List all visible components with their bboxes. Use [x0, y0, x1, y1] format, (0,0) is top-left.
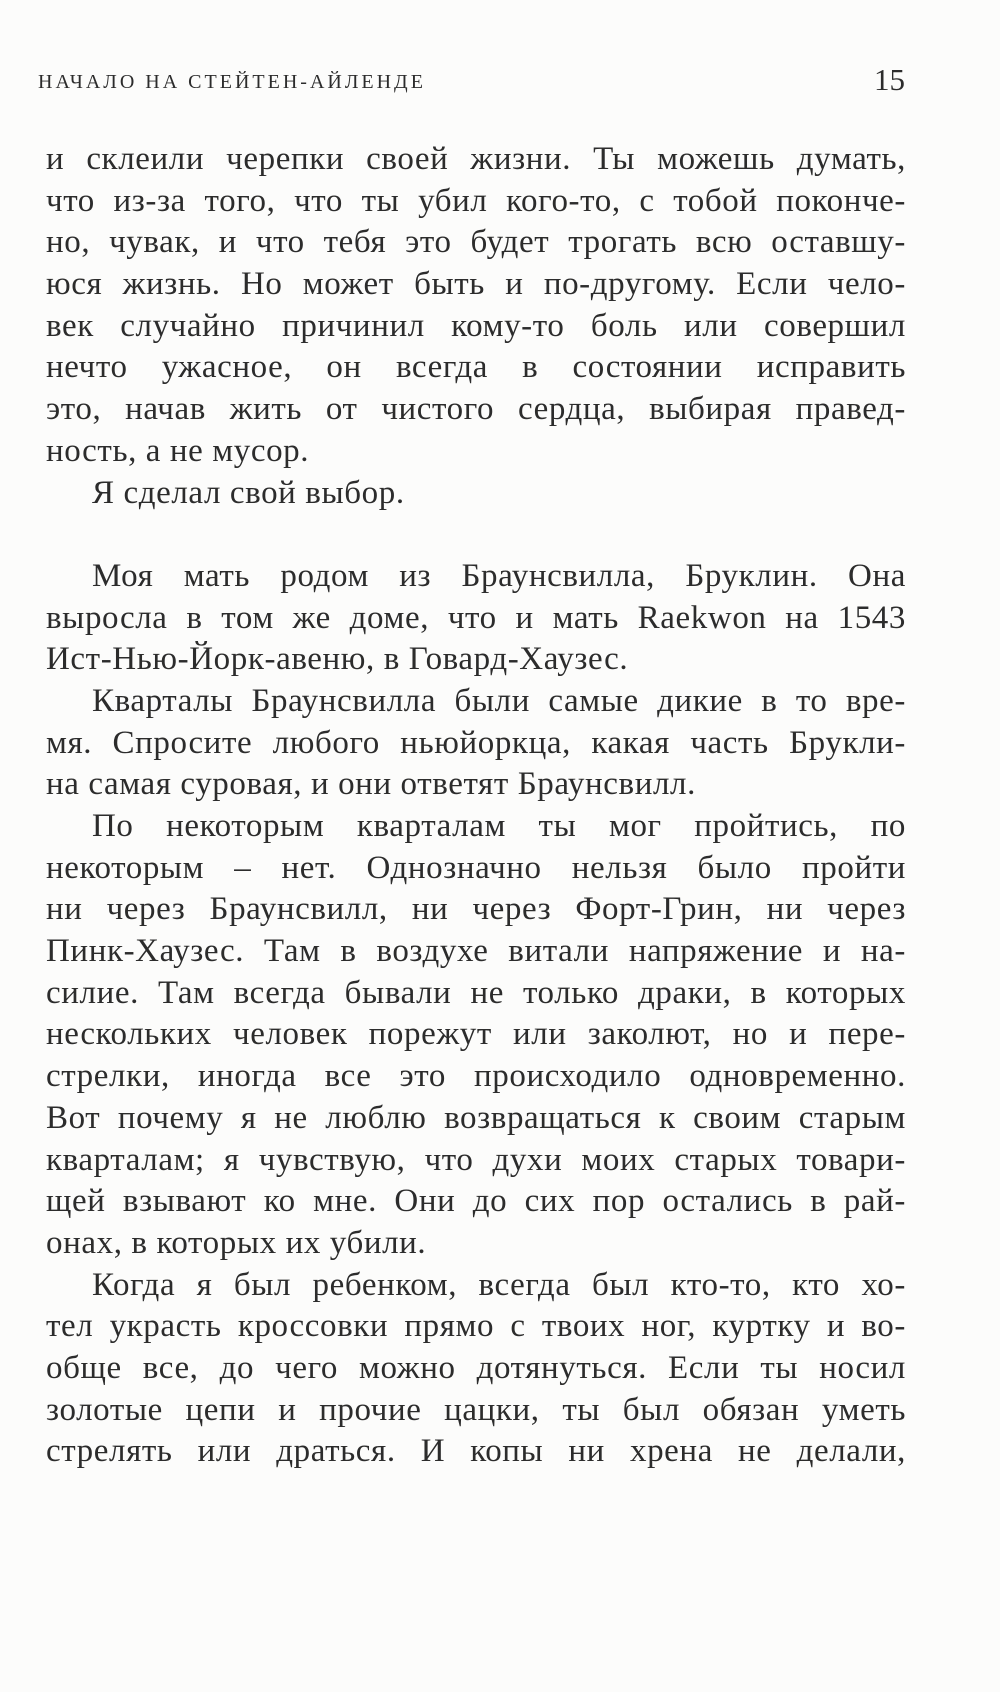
- text-line: онах, в которых их убили.: [46, 1224, 427, 1261]
- text-line: Ист-Нью-Йорк-авеню, в Говард-Хаузес.: [46, 641, 629, 678]
- paragraph: [46, 806, 906, 1265]
- text-line: и склеили черепки своей жизни. Ты можешь думать,: [46, 141, 906, 177]
- text-line: стрелять или драться. И копы ни хрена не делали,: [46, 1433, 906, 1470]
- text-line: золотые цепи и прочие цацки, ты был обязан уметь: [46, 1391, 906, 1428]
- text-section: [46, 139, 906, 514]
- text-line: некоторым – нет. Однозначно нельзя было пройти: [46, 849, 906, 886]
- running-head: НАЧАЛО НА СТЕЙТЕН-АЙЛЕНДЕ: [38, 71, 426, 93]
- body-text: [46, 139, 906, 1473]
- text-line: что из-за того, что ты убил кого-то, с тобой поконче-: [46, 182, 906, 219]
- text-line: По некоторым кварталам ты мог пройтись, по: [92, 808, 906, 844]
- text-line: выросла в том же доме, что и мать Raekwon на 1543: [46, 599, 906, 636]
- paragraph: [46, 1265, 906, 1473]
- paragraph: [46, 139, 906, 473]
- text-line: Когда я был ребенком, всегда был кто-то, кто хо-: [92, 1266, 906, 1303]
- text-line: юся жизнь. Но может быть и по-другому. Если чело-: [46, 266, 906, 303]
- paragraph: [46, 473, 906, 515]
- text-line: кварталам; я чувствую, что духи моих старых товари-: [46, 1141, 906, 1178]
- text-line: щей взывают ко мне. Они до сих пор остались в рай-: [46, 1183, 906, 1220]
- text-line: нескольких человек порежут или заколют, но и пере-: [46, 1016, 906, 1053]
- text-line: это, начав жить от чистого сердца, выбирая правед-: [46, 391, 906, 428]
- text-line: ни через Браунсвилл, ни через Форт-Грин, ни через: [46, 891, 906, 928]
- text-line: Пинк-Хаузес. Там в воздухе витали напряжение и на-: [46, 933, 906, 970]
- paragraph: [46, 556, 906, 681]
- text-line: ность, а не мусор.: [46, 432, 310, 469]
- text-line: на самая суровая, и они ответят Браунсвилл.: [46, 766, 696, 803]
- text-line: Я сделал свой выбор.: [92, 474, 405, 511]
- text-line: нечто ужасное, он всегда в состоянии исправить: [46, 349, 906, 386]
- text-line: но, чувак, и что тебя это будет трогать всю оставшу-: [46, 224, 906, 261]
- text-line: Моя мать родом из Браунсвилла, Бруклин. Она: [92, 557, 906, 594]
- paragraph: [46, 681, 906, 806]
- text-section: [46, 556, 906, 1473]
- text-line: Кварталы Браунсвилла были самые дикие в то вре-: [92, 682, 906, 719]
- text-line: мя. Спросите любого ньюйоркца, какая часть Брукли-: [46, 724, 906, 761]
- text-line: век случайно причинил кому-то боль или совершил: [46, 307, 906, 344]
- page-number: 15: [874, 62, 905, 97]
- text-line: силие. Там всегда бывали не только драки, в которых: [46, 974, 906, 1011]
- text-line: обще все, до чего можно дотянуться. Если ты носил: [46, 1349, 906, 1386]
- text-line: тел украсть кроссовки прямо с твоих ног, куртку и во-: [46, 1308, 906, 1345]
- text-line: Вот почему я не люблю возвращаться к своим старым: [46, 1099, 906, 1136]
- text-line: стрелки, иногда все это происходило одновременно.: [46, 1058, 906, 1095]
